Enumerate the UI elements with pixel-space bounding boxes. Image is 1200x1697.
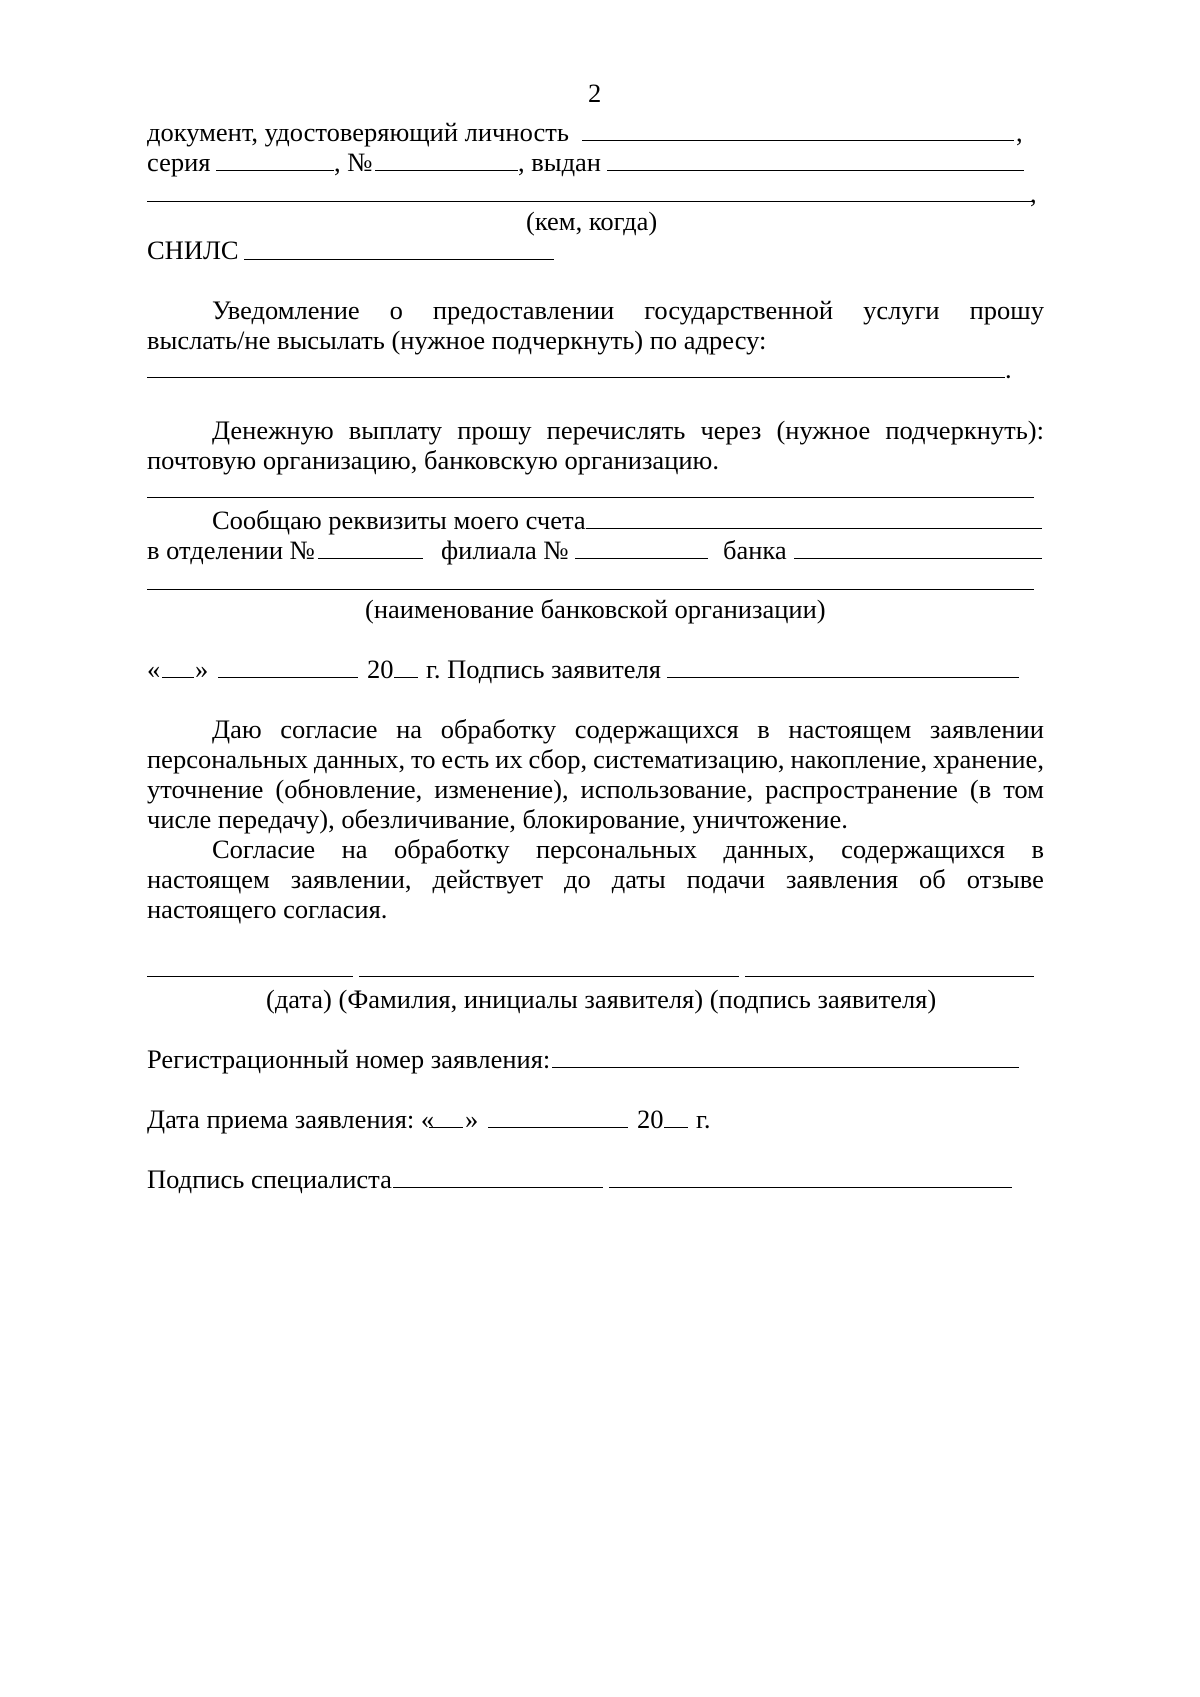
reception-day-field[interactable] xyxy=(429,1127,463,1128)
word: до xyxy=(564,864,591,894)
word: Денежную xyxy=(212,415,334,445)
consent-line3 xyxy=(147,776,1044,803)
consent-line4: числе передачу), обезличивание, блокирование, уничтожение. xyxy=(147,804,848,834)
word: содержащихся xyxy=(841,834,1005,864)
word: персональных xyxy=(147,744,308,774)
word: в xyxy=(757,714,770,744)
branch-field[interactable] xyxy=(318,558,423,559)
word: персональных xyxy=(535,834,697,864)
word: заявлении xyxy=(929,714,1044,744)
applicant-name-field[interactable] xyxy=(359,976,739,977)
word: подчеркнуть): xyxy=(885,415,1044,445)
word: обработку xyxy=(394,834,510,864)
word: использование, xyxy=(580,774,754,804)
word: (в xyxy=(969,774,992,804)
word: выплату xyxy=(348,415,443,445)
account-line1: Сообщаю реквизиты моего счета xyxy=(212,505,586,535)
word: (нужное xyxy=(776,415,871,445)
word: Согласие xyxy=(212,834,316,864)
branch-label: в отделении № xyxy=(147,535,315,565)
quote-open: « xyxy=(147,654,161,684)
word: предоставлении xyxy=(432,295,615,325)
divider-line xyxy=(147,497,1034,498)
specialist-signature-field[interactable] xyxy=(393,1187,603,1188)
registration-number-field[interactable] xyxy=(552,1067,1019,1068)
word: действует xyxy=(432,864,544,894)
page-number: 2 xyxy=(588,78,602,108)
word: заявлении, xyxy=(290,864,412,894)
snils-field[interactable] xyxy=(244,259,554,260)
consent-line1 xyxy=(212,716,1044,743)
word: распространение xyxy=(765,774,958,804)
word: уточнение xyxy=(147,774,264,804)
registration-number-label: Регистрационный номер заявления: xyxy=(147,1044,551,1074)
word: в xyxy=(1031,834,1044,864)
word: настоящем xyxy=(147,864,270,894)
word: систематизацию, xyxy=(593,744,785,774)
year-prefix: 20 xyxy=(367,654,394,684)
number-label: , № xyxy=(334,147,373,177)
series-field[interactable] xyxy=(216,170,334,171)
word: (обновление, xyxy=(275,774,423,804)
reception-year-field[interactable] xyxy=(664,1127,688,1128)
series-label: серия xyxy=(147,147,211,177)
reception-month-field[interactable] xyxy=(488,1127,628,1128)
filial-field[interactable] xyxy=(575,558,708,559)
word: перечислять xyxy=(546,415,686,445)
word: обработку xyxy=(440,714,557,744)
notification-line1 xyxy=(212,297,1044,324)
word: настоящем xyxy=(788,714,912,744)
payment-line2: почтовую организацию, банковскую организацию. xyxy=(147,445,719,475)
issued-by-field-line2[interactable] xyxy=(147,201,1034,202)
quote-close: » xyxy=(195,654,209,684)
bank-label: банка xyxy=(723,535,787,565)
bank-name-field[interactable] xyxy=(147,589,1034,590)
account-number-field[interactable] xyxy=(586,528,1042,529)
word: данных, xyxy=(313,744,406,774)
period: . xyxy=(1005,354,1012,384)
word: подачи xyxy=(686,864,766,894)
applicant-sign-field[interactable] xyxy=(745,976,1034,977)
comma: , xyxy=(1030,178,1037,208)
applicant-signature-label: г. Подпись заявителя xyxy=(426,654,661,684)
reception-year-suffix: г. xyxy=(696,1104,711,1134)
identity-doc-label: документ, удостоверяющий личность xyxy=(147,117,569,147)
word: заявления xyxy=(785,864,899,894)
word: их xyxy=(495,744,523,774)
word: государственной xyxy=(644,295,834,325)
consent-term-line1 xyxy=(212,836,1044,863)
year-field[interactable] xyxy=(394,677,418,678)
word: через xyxy=(700,415,762,445)
word: хранение, xyxy=(932,744,1044,774)
payment-line1 xyxy=(212,417,1044,444)
word: отзыве xyxy=(966,864,1044,894)
consent-line2 xyxy=(147,746,1044,773)
specialist-signature-label: Подпись специалиста xyxy=(147,1164,392,1194)
word: изменение), xyxy=(434,774,569,804)
word: сбор, xyxy=(528,744,588,774)
word: том xyxy=(1003,774,1044,804)
month-field[interactable] xyxy=(218,677,358,678)
date-field[interactable] xyxy=(147,976,353,977)
identity-doc-type-field[interactable] xyxy=(582,140,1014,141)
word: накопление, xyxy=(790,744,928,774)
bank-caption: (наименование банковской организации) xyxy=(365,594,826,624)
word: есть xyxy=(441,744,490,774)
issued-label: , выдан xyxy=(518,147,601,177)
word: даты xyxy=(611,864,666,894)
word: согласие xyxy=(280,714,378,744)
notification-line2: выслать/не высылать (нужное подчеркнуть) по адресу: xyxy=(147,325,767,355)
word: об xyxy=(919,864,946,894)
issued-caption: (кем, когда) xyxy=(526,206,658,236)
reception-year-prefix: 20 xyxy=(637,1104,664,1134)
word: Даю xyxy=(212,714,262,744)
day-field[interactable] xyxy=(162,677,194,678)
word: данных, xyxy=(723,834,815,864)
specialist-name-field[interactable] xyxy=(609,1187,1012,1188)
word: Уведомление xyxy=(212,295,360,325)
word: прошу xyxy=(969,295,1044,325)
number-field[interactable] xyxy=(375,170,518,171)
quote-close: » xyxy=(465,1104,479,1134)
word: о xyxy=(389,295,403,325)
consent-term-line3: настоящего согласия. xyxy=(147,894,388,924)
word: то xyxy=(411,744,436,774)
issued-by-field[interactable] xyxy=(607,170,1024,171)
signature-block-caption: (дата) (Фамилия, инициалы заявителя) (подпись заявителя) xyxy=(266,984,937,1014)
word: содержащихся xyxy=(574,714,739,744)
reception-date-label: Дата приема заявления: « xyxy=(147,1104,435,1134)
address-field[interactable] xyxy=(147,377,1005,378)
consent-term-line2 xyxy=(147,866,1044,893)
applicant-signature-field[interactable] xyxy=(667,677,1019,678)
word: на xyxy=(396,714,423,744)
word: услуги xyxy=(863,295,940,325)
filial-label: филиала № xyxy=(441,535,569,565)
word: на xyxy=(341,834,368,864)
bank-field[interactable] xyxy=(794,558,1042,559)
word: прошу xyxy=(457,415,532,445)
comma: , xyxy=(1016,117,1023,147)
snils-label: СНИЛС xyxy=(147,235,239,265)
